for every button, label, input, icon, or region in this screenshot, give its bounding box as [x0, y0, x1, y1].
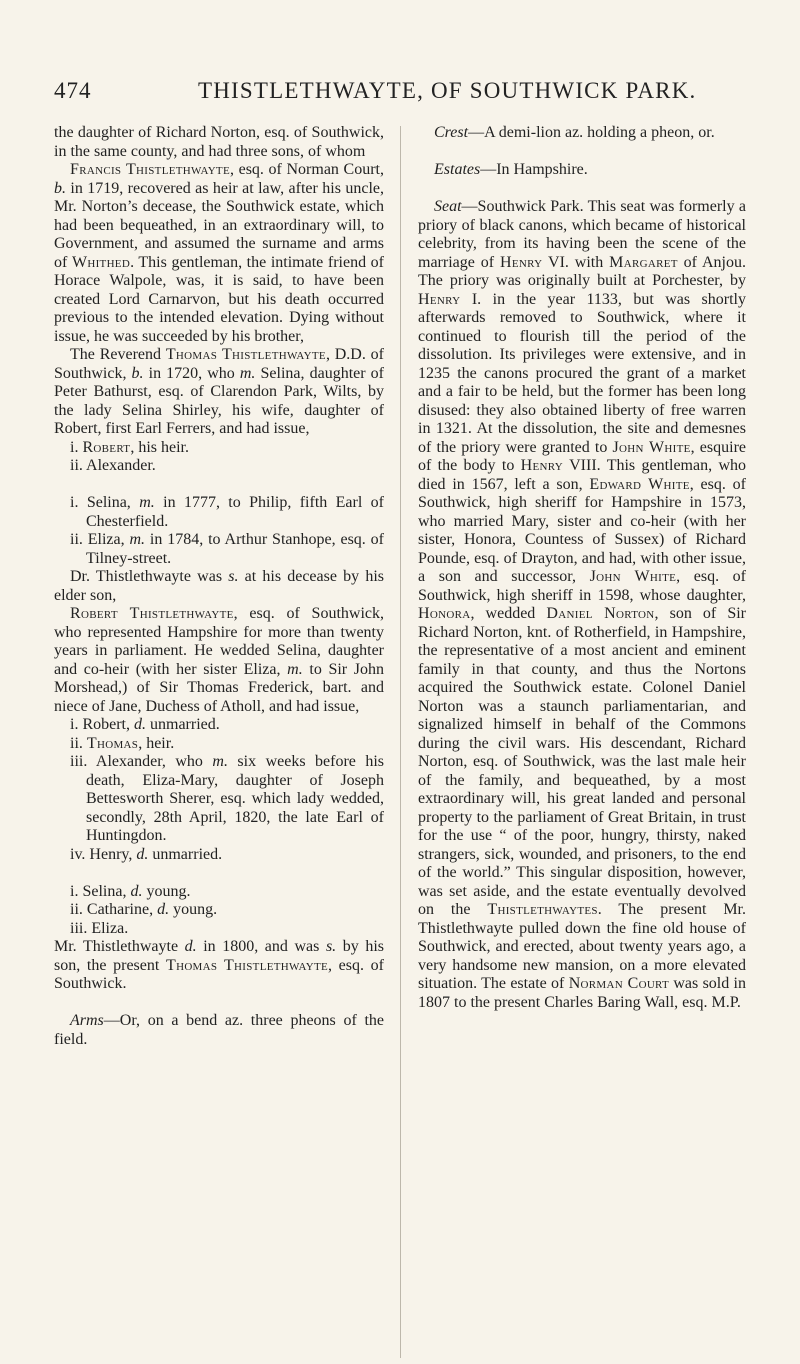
left-column-paragraph: Francis Thistlethwayte, esq. of Norman Court, b. in 1719, recovered as heir at law, after his uncle, Mr. Norton’s decease, the Southwick estate, which had been bequeathed, in an extraordinary will, to Government, and assumed the surname and arms of Whithed. This gentleman, the intimate friend of Horace Walpole, was, it is said, to have been created Lord Carnarvon, but his death occurred previous to the intended elevation. Dying without issue, he was succeeded by his brother, [54, 161, 385, 345]
right-column-paragraph [418, 180, 746, 199]
left-column-paragraph: ii. Thomas, heir. [70, 734, 175, 752]
left-column-paragraph: ii. Eliza, m. in 1784, to Arthur Stanhope, esq. of Tilney-street. [70, 531, 384, 567]
running-title: THISTLETHWAYTE, OF SOUTHWICK PARK. [198, 78, 697, 103]
left-column [54, 124, 384, 1049]
left-column-paragraph: i. Selina, m. in 1777, to Philip, fifth Earl of Chesterfield. [70, 494, 384, 530]
left-column-paragraph: ii. Alexander. [70, 457, 156, 474]
left-column-paragraph: i. Robert, his heir. [70, 438, 189, 456]
right-column [418, 124, 746, 1012]
left-column-paragraph: iii. Alexander, who m. six weeks before his death, Eliza-Mary, daughter of Joseph Bettesworth Sherer, esq. which lady wedded, secondly, 28th April, 1820, the late Earl of Huntingdon. [70, 753, 385, 844]
right-column-paragraph: Seat—Southwick Park. This seat was formerly a priory of black canons, which became of historical celebrity, from its having been the scene of the marriage of Henry VI. with Margaret of Anjou. The priory was originally built at Porchester, by Henry I. in the year 1133, but was shortly afterwards removed to Southwick, where it continued to flourish till the period of the dissolution. Its privileges were extensive, and in 1235 the canons procured the grant of a market and a fair to be held, but the former has been long disused: they also obtained liberty of free warren in 1321. At the dissolution, the site and demesnes of the priory were granted to John White, esquire of the body to Henry VIII. This gentleman, who died in 1567, left a son, Edward White, esq. of Southwick, high sheriff for Hampshire in 1573, who married Mary, sister and co-heir (with her sister, Honora, Countess of Sussex) of Richard Pounde, esq. of Drayton, and had, with other issue, a son and successor, John White, esq. of Southwick, high sheriff in 1598, whose daughter, Honora, wedded Daniel Norton, son of Sir Richard Norton, knt. of Rotherfield, in Hampshire, the representative of a most ancient and eminent family in that county, and thus the Nortons acquired the Southwick estate. Colonel Daniel Norton was a staunch parliamentarian, and signalized himself in behalf of the Commons during the civil wars. His descendant, Richard Norton, esq. of Southwick, was the last male heir of the family, and bequeathed, by a most extraordinary will, his great landed and personal property to the parliament of Great Britain, in trust for the use “ of the poor, hungry, thirsty, naked strangers, sick, wounded, and prisoners, to the end of the world.” This singular disposition, however, was set aside, and the estate eventually devolved on the Thistlethwaytes. The present Mr. Thistlethwayte pulled down the fine old house of Southwick, and erected, about twenty years ago, a very handsome new mansion, on a more elevated situation. The estate of Norman Court was sold in 1807 to the present Charles Baring Wall, esq. M.P. [418, 198, 747, 1011]
right-column-paragraph: Estates—In Hampshire. [434, 161, 588, 178]
left-column-paragraph [54, 864, 384, 883]
left-column-paragraph: Mr. Thistlethwayte d. in 1800, and was s. by his son, the present Thomas Thistlethwayte, esq. of Southwick. [54, 938, 385, 992]
page-header [0, 78, 800, 110]
left-column-paragraph: iii. Eliza. [70, 919, 129, 937]
left-column-paragraph: ii. Catharine, d. young. [70, 901, 218, 918]
left-column-paragraph: i. Robert, d. unmarried. [70, 716, 220, 733]
left-column-paragraph: iv. Henry, d. unmarried. [70, 845, 223, 863]
left-column-paragraph [54, 994, 384, 1013]
column-divider [400, 126, 401, 1358]
left-column-paragraph: Robert Thistlethwayte, esq. of Southwick, who represented Hampshire for more than twenty years in parliament. He wedded Selina, daughter and co-heir (with her sister Eliza, m. to Sir John Morshead,) of Sir Thomas Frederick, bart. and niece of Jane, Duchess of Atholl, and had issue, [54, 605, 385, 715]
left-column-paragraph: the daughter of Richard Norton, esq. of Southwick, in the same county, and had three sons, of whom [54, 124, 384, 160]
left-column-paragraph [54, 476, 384, 495]
right-column-paragraph: Crest—A demi-lion az. holding a pheon, or. [434, 124, 715, 141]
left-column-paragraph: i. Selina, d. young. [70, 882, 191, 900]
right-column-paragraph [418, 143, 746, 162]
left-column-paragraph: Arms—Or, on a bend az. three pheons of the field. [54, 1012, 384, 1048]
left-column-paragraph: The Reverend Thomas Thistlethwayte, D.D. of Southwick, b. in 1720, who m. Selina, daughter of Peter Bathurst, esq. of Clarendon Park, Wilts, by the lady Selina Shirley, his wife, daughter of Robert, first Earl Ferrers, and had issue, [54, 346, 384, 437]
left-column-paragraph: Dr. Thistlethwayte was s. at his decease by his elder son, [54, 568, 385, 604]
page-number: 474 [54, 78, 92, 103]
